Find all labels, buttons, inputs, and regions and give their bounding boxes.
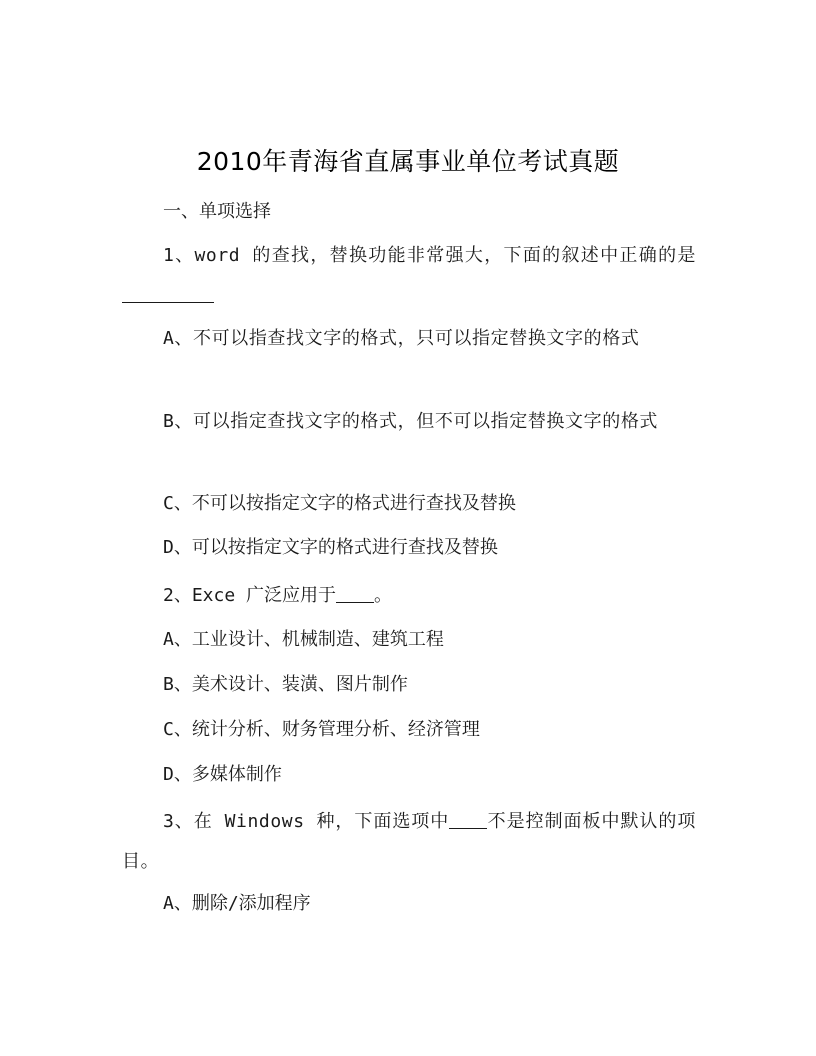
question-2-answer-blank <box>336 584 374 603</box>
question-2-option-b: B、美术设计、装潢、图片制作 <box>163 674 408 695</box>
question-3-option-a: A、删除/添加程序 <box>163 893 311 914</box>
question-2-option-a: A、工业设计、机械制造、建筑工程 <box>163 629 444 650</box>
question-1-option-a: A、不可以指查找文字的格式，只可以指定替换文字的格式 <box>163 328 640 349</box>
question-1-option-c: C、不可以按指定文字的格式进行查找及替换 <box>163 493 516 514</box>
question-1-stem <box>122 236 696 316</box>
question-2-option-d: D、多媒体制作 <box>163 764 282 785</box>
question-1-stem-text: 1、word 的查找，替换功能非常强大，下面的叙述中正确的是 <box>163 245 696 266</box>
question-1-answer-blank <box>122 284 214 303</box>
question-3-stem <box>122 802 696 882</box>
document-title: 2010年青海省直属事业单位考试真题 <box>196 147 620 176</box>
question-2-stem-end: 。 <box>374 585 393 606</box>
question-3-answer-blank <box>449 810 487 829</box>
question-3-stem-text: 3、在 Windows 种，下面选项中 <box>163 811 450 832</box>
question-2-option-c: C、统计分析、财务管理分析、经济管理 <box>163 719 480 740</box>
question-1-option-d: D、可以按指定文字的格式进行查找及替换 <box>163 537 498 558</box>
question-1-option-b: B、可以指定查找文字的格式，但不可以指定替换文字的格式 <box>163 411 659 432</box>
section-heading: 一、单项选择 <box>163 201 271 222</box>
question-2-stem-text: 2、Exce 广泛应用于 <box>163 585 337 606</box>
question-3-stem-end: 不是控制面板中默认的项目。 <box>122 811 696 872</box>
question-2-stem <box>122 582 696 610</box>
